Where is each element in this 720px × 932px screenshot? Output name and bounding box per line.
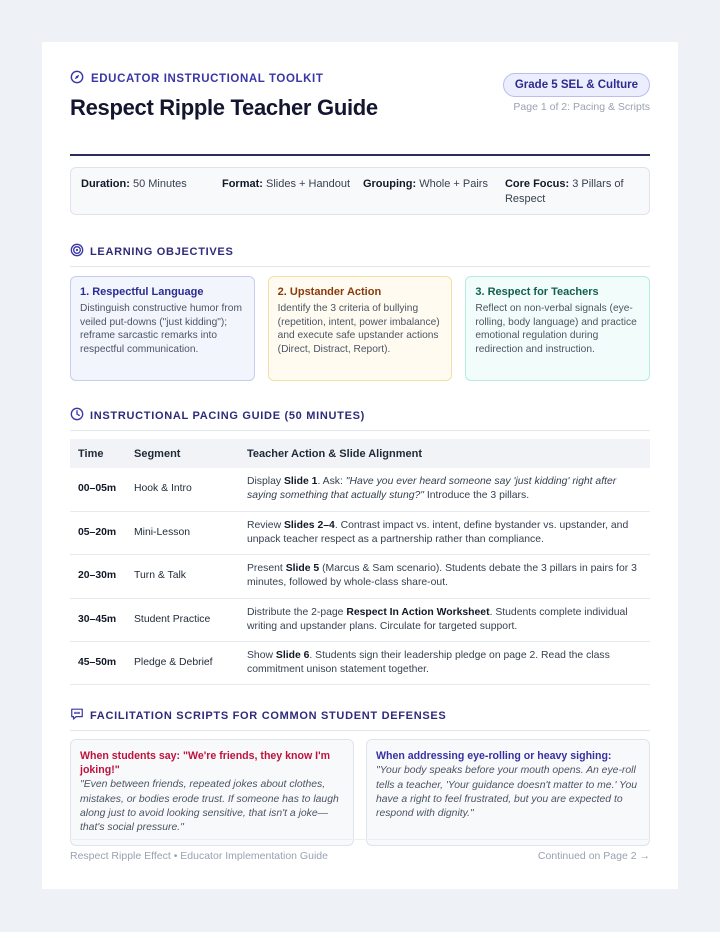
kicker-text: EDUCATOR INSTRUCTIONAL TOOLKIT xyxy=(91,72,324,85)
page-indicator: Page 1 of 2: Pacing & Scripts xyxy=(513,101,650,113)
table-row xyxy=(70,598,650,641)
teacher-guide-page xyxy=(42,42,678,889)
scripts-section xyxy=(70,707,650,846)
table-row xyxy=(70,511,650,554)
footer xyxy=(70,839,650,862)
scripts-heading: FACILITATION SCRIPTS FOR COMMON STUDENT DEFENSES xyxy=(70,707,650,731)
target-icon xyxy=(70,243,84,260)
meta-grouping: Grouping: Whole + Pairs xyxy=(362,178,488,190)
lesson-meta xyxy=(70,167,650,215)
objective-title: 2. Upstander Action xyxy=(277,286,382,298)
script-title: When addressing eye-rolling or heavy sighing: xyxy=(376,750,612,763)
pacing-section xyxy=(70,407,650,685)
table-row xyxy=(70,642,650,685)
footer-continued: Continued on Page 2 → xyxy=(537,850,650,862)
objective-text: Identify the 3 criteria of bullying (repetition, intent, power imbalance) and execute safe upstander actions (Direct, Distract, Report). xyxy=(277,303,440,355)
segment-cell: Student Practice xyxy=(126,598,239,641)
segment-cell: Turn & Talk xyxy=(126,555,239,598)
meta-format: Format: Slides + Handout xyxy=(221,178,351,190)
grade-badge: Grade 5 SEL & Culture xyxy=(503,73,650,97)
column-header: Time xyxy=(78,447,104,460)
objective-card xyxy=(268,276,453,381)
objective-title: 1. Respectful Language xyxy=(80,286,204,298)
objectives-section xyxy=(70,243,650,381)
pacing-table xyxy=(70,439,650,685)
script-title: When students say: "We're friends, they know I'm joking!" xyxy=(80,750,331,777)
segment-cell: Pledge & Debrief xyxy=(126,642,239,685)
script-text: "Your body speaks before your mouth opens. An eye-roll tells a teacher, 'Your guidance doesn't matter to me.' You have a right to feel frustrated, but you are expected to respond with dignity." xyxy=(376,765,638,820)
objectives-heading: LEARNING OBJECTIVES xyxy=(70,243,650,267)
time-cell: 45–50m xyxy=(70,642,126,685)
pacing-heading: INSTRUCTIONAL PACING GUIDE (50 MINUTES) xyxy=(70,407,650,431)
column-header: Segment xyxy=(134,447,181,460)
segment-cell: Hook & Intro xyxy=(126,468,239,511)
script-text: "Even between friends, repeated jokes about clothes, mistakes, or bodies erode trust. If someone has to laugh along just to avoid looking sensitive, that isn't a joke—that's social pressure." xyxy=(80,779,339,834)
objective-card xyxy=(465,276,650,381)
script-card xyxy=(70,739,354,846)
objective-card xyxy=(70,276,255,381)
action-cell: Show Slide 6. Students sign their leadership pledge on page 2. Read the class commitment unison statement together. xyxy=(239,642,650,685)
time-cell: 00–05m xyxy=(70,468,126,511)
objective-text: Reflect on non-verbal signals (eye-rolling, body language) and practice emotional regulation during redirection and instruction. xyxy=(475,303,637,355)
table-row xyxy=(70,555,650,598)
footer-left: Respect Ripple Effect • Educator Implementation Guide xyxy=(70,850,328,862)
table-header-row xyxy=(70,439,650,468)
table-row xyxy=(70,468,650,511)
time-cell: 20–30m xyxy=(70,555,126,598)
clock-icon xyxy=(70,407,84,424)
meta-duration: Duration: 50 Minutes xyxy=(81,178,187,190)
time-cell: 30–45m xyxy=(70,598,126,641)
meta-core-focus: Core Focus: 3 Pillars of Respect xyxy=(504,178,624,205)
objective-title: 3. Respect for Teachers xyxy=(475,286,599,298)
segment-cell: Mini-Lesson xyxy=(126,511,239,554)
script-card xyxy=(366,739,650,846)
objective-text: Distinguish constructive humor from veiled put-downs ("just kidding"); reframe sarcastic remarks into respectful communication. xyxy=(80,303,242,355)
time-cell: 05–20m xyxy=(70,511,126,554)
action-cell: Distribute the 2-page Respect In Action Worksheet. Students complete individual writing and upstander plans. Circulate for targeted support. xyxy=(239,598,650,641)
action-cell: Review Slides 2–4. Contrast impact vs. intent, define bystander vs. upstander, and unpack teacher respect as a partnership rather than compliance. xyxy=(239,511,650,554)
column-header: Teacher Action & Slide Alignment xyxy=(247,447,423,460)
header xyxy=(70,70,650,156)
compass-icon xyxy=(70,70,84,87)
action-cell: Present Slide 5 (Marcus & Sam scenario). Students debate the 3 pillars in pairs for 3 minutes, followed by whole-class share-out. xyxy=(239,555,650,598)
action-cell: Display Slide 1. Ask: "Have you ever heard someone say 'just kidding' right after saying something that actually stung?" Introduce the 3 pillars. xyxy=(239,468,650,511)
speech-bubble-icon xyxy=(70,707,84,724)
page-title: Respect Ripple Teacher Guide xyxy=(70,95,378,120)
